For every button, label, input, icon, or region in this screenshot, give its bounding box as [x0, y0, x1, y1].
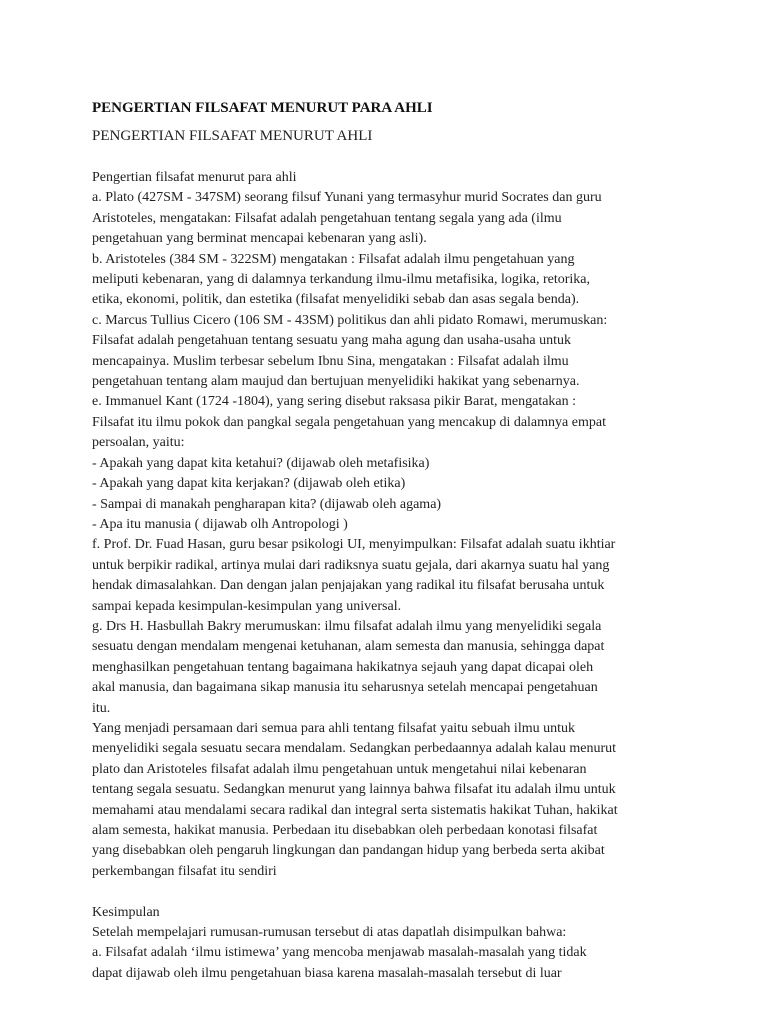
text-line: perkembangan filsafat itu sendiri [92, 863, 277, 879]
body-text [92, 168, 692, 882]
text-line: menghasilkan pengetahuan tentang bagaimana hakikatnya sejauh yang dapat dicapai oleh [92, 659, 594, 675]
text-line: itu. [92, 700, 111, 716]
conclusion-line: a. Filsafat adalah ‘ilmu istimewa’ yang mencoba menjawab masalah-masalah yang tidak [92, 945, 587, 961]
conclusion-line: Kesimpulan [92, 904, 160, 920]
text-line: f. Prof. Dr. Fuad Hasan, guru besar psikologi UI, menyimpulkan: Filsafat adalah suatu ikhtiar [92, 537, 616, 553]
document-subtitle: PENGERTIAN FILSAFAT MENURUT AHLI [92, 128, 373, 144]
text-line: persoalan, yaitu: [92, 435, 185, 451]
text-line: - Apakah yang dapat kita ketahui? (dijawab oleh metafisika) [92, 455, 430, 471]
text-line: sesuatu dengan mendalam mengenai ketuhanan, alam semesta dan manusia, sehingga dapat [92, 639, 605, 655]
text-line: akal manusia, dan bagaimana sikap manusia itu seharusnya setelah mencapai pengetahuan [92, 680, 598, 696]
text-line: untuk berpikir radikal, artinya mulai dari radiksnya suatu gejala, dari akarnya suatu hal yang [92, 557, 610, 573]
text-line: - Sampai di manakah pengharapan kita? (dijawab oleh agama) [92, 496, 442, 512]
conclusion-line: dapat dijawab oleh ilmu pengetahuan biasa karena masalah-masalah tersebut di luar [92, 965, 562, 981]
text-line: etika, ekonomi, politik, dan estetika (filsafat menyelidiki sebab dan asas segala benda). [92, 292, 580, 308]
conclusion-section [92, 903, 692, 985]
text-line: meliputi kebenaran, yang di dalamnya terkandung ilmu-ilmu metafisika, logika, retorika, [92, 272, 591, 288]
text-line: Filsafat adalah pengetahuan tentang sesuatu yang maha agung dan usaha-usaha untuk [92, 333, 571, 349]
text-line: memahami atau mendalami secara radikal dan integral serta sistematis hakikat Tuhan, hakikat [92, 802, 618, 818]
text-line: e. Immanuel Kant (1724 -1804), yang sering disebut raksasa pikir Barat, mengatakan : [92, 394, 577, 410]
text-line: plato dan Aristoteles filsafat adalah ilmu pengetahuan untuk mengetahui nilai kebenaran [92, 761, 587, 777]
conclusion-line: Setelah mempelajari rumusan-rumusan tersebut di atas dapatlah disimpulkan bahwa: [92, 925, 567, 941]
text-line: alam semesta, hakikat manusia. Perbedaan itu disebabkan oleh perbedaan konotasi filsafat [92, 823, 598, 838]
text-line: - Apakah yang dapat kita kerjakan? (dijawab oleh etika) [92, 476, 406, 492]
text-line: menyelidiki segala sesuatu secara mendalam. Sedangkan perbedaannya adalah kalau menurut [92, 741, 617, 757]
text-line: Yang menjadi persamaan dari semua para ahli tentang filsafat yaitu sebuah ilmu untuk [92, 720, 575, 736]
text-line: pengetahuan yang berminat mencapai kebenaran yang asli). [92, 231, 427, 247]
text-line: pengetahuan tentang alam maujud dan bertujuan menyelidiki hakikat yang sebenarnya. [92, 374, 580, 390]
text-line: g. Drs H. Hasbullah Bakry merumuskan: ilmu filsafat adalah ilmu yang menyelidiki segala [92, 618, 602, 634]
text-line: a. Plato (427SM - 347SM) seorang filsuf Yunani yang termasyhur murid Socrates dan guru [92, 190, 602, 206]
paragraph-gap [92, 882, 692, 902]
text-line: hendak dimasalahkan. Dan dengan jalan penjajakan yang radikal itu filsafat berusaha untuk [92, 578, 605, 594]
text-line: - Apa itu manusia ( dijawab olh Antropologi ) [92, 516, 348, 532]
text-line: sampai kepada kesimpulan-kesimpulan yang universal. [92, 598, 402, 614]
text-line: tentang segala sesuatu. Sedangkan menurut yang lainnya bahwa filsafat itu adalah ilmu untuk [92, 782, 616, 798]
text-line: Pengertian filsafat menurut para ahli [92, 170, 297, 185]
text-line: c. Marcus Tullius Cicero (106 SM - 43SM) politikus dan ahli pidato Romawi, merumuskan: [92, 312, 608, 328]
text-line: Filsafat itu ilmu pokok dan pangkal segala pengetahuan yang mencakup di dalamnya empat [92, 414, 606, 430]
document-page [92, 98, 692, 984]
text-line: yang disebabkan oleh pengaruh lingkungan dan pandangan hidup yang berbeda serta akibat [92, 843, 605, 859]
text-line: mencapainya. Muslim terbesar sebelum Ibnu Sina, mengatakan : Filsafat adalah ilmu [92, 353, 569, 369]
text-line: Aristoteles, mengatakan: Filsafat adalah pengetahuan tentang segala yang ada (ilmu [92, 210, 562, 226]
document-title: PENGERTIAN FILSAFAT MENURUT PARA AHLI [92, 100, 433, 116]
text-line: b. Aristoteles (384 SM - 322SM) mengatakan : Filsafat adalah ilmu pengetahuan yang [92, 251, 575, 267]
